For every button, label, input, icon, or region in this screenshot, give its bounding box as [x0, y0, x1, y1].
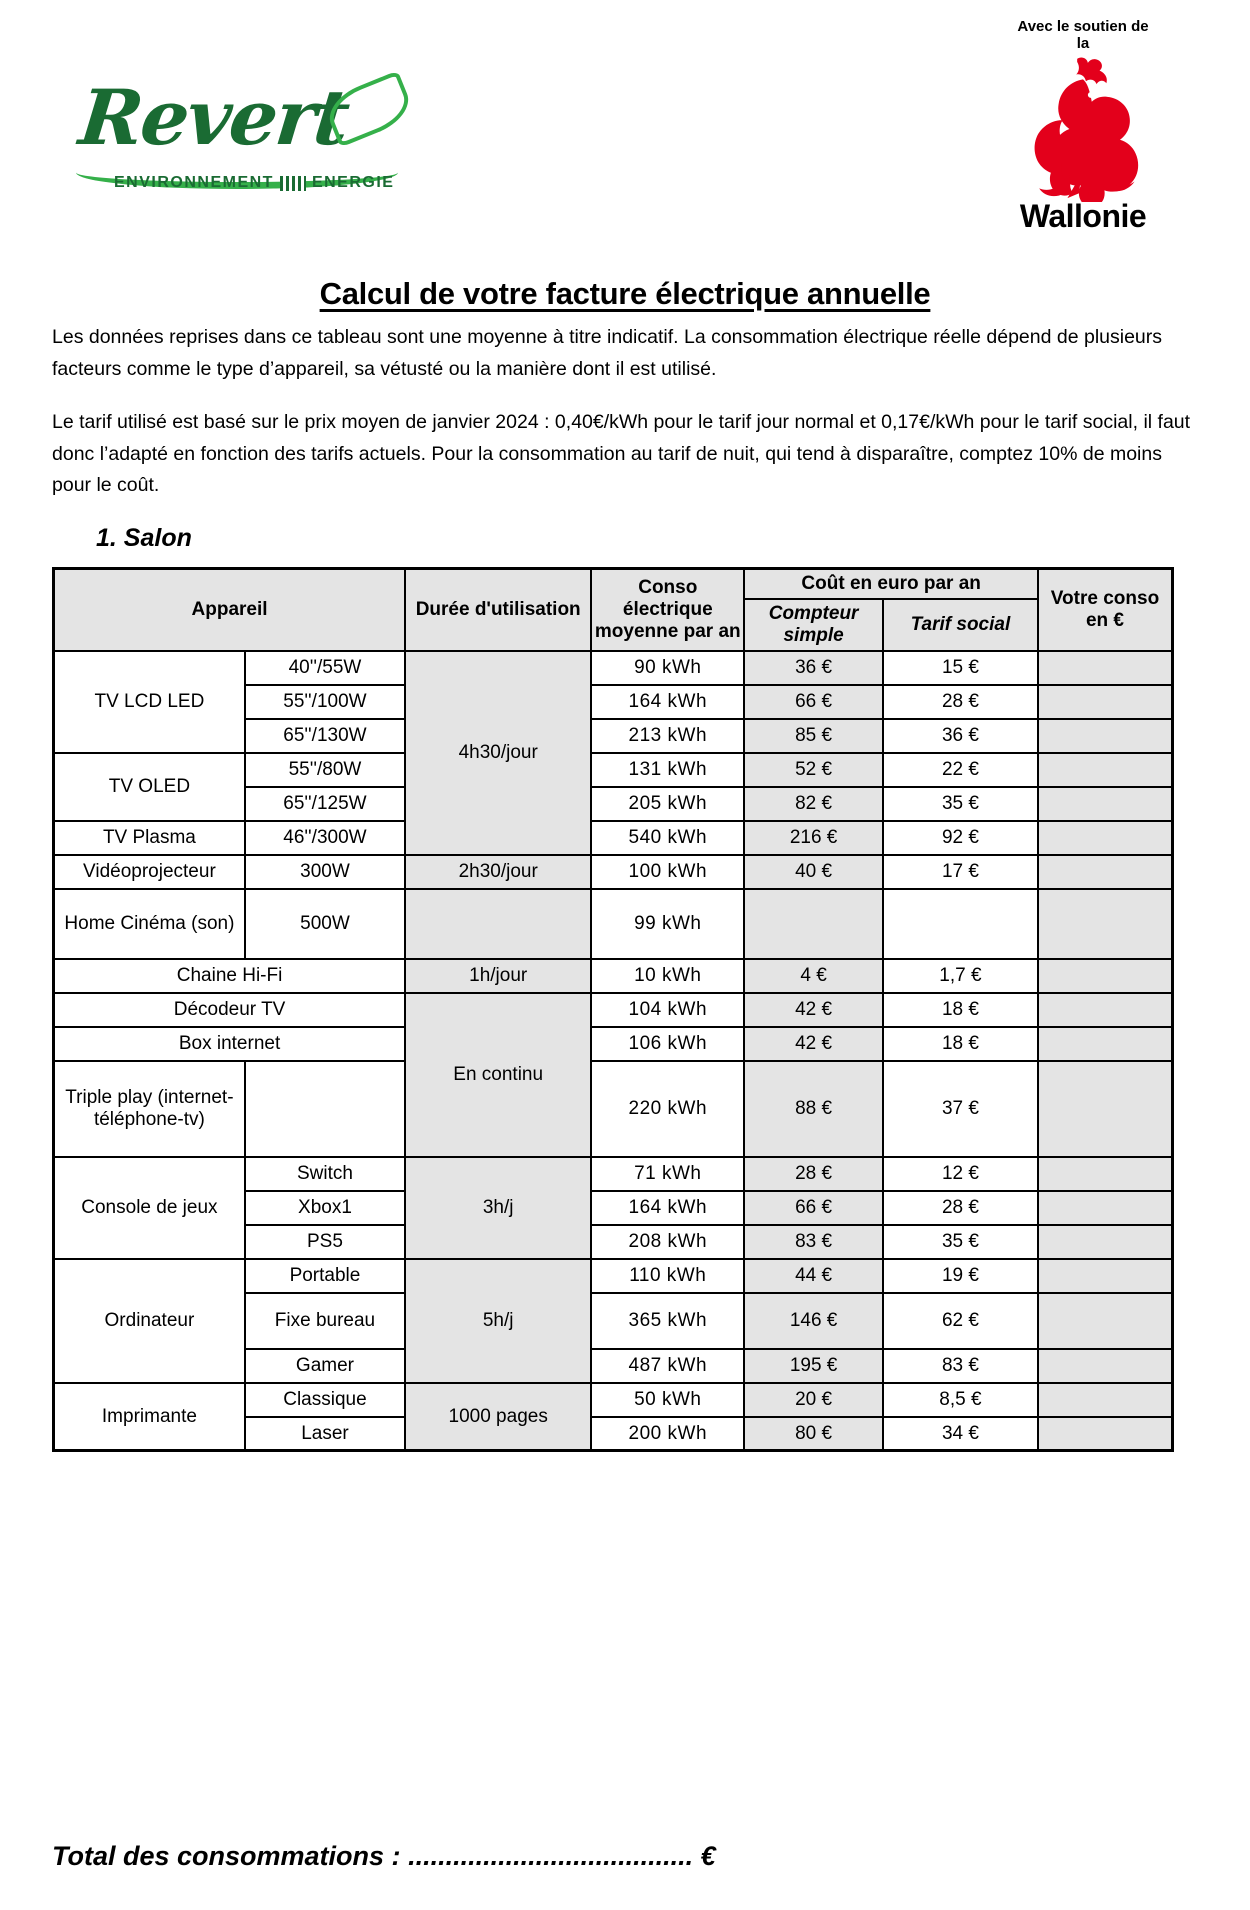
table-row — [54, 753, 1173, 787]
cell-variant: PS5 — [245, 1225, 405, 1259]
cell-appareil: Imprimante — [54, 1383, 245, 1451]
cell-duree — [405, 889, 591, 959]
support-line-2: la — [1076, 34, 1090, 52]
document-header — [52, 0, 1198, 270]
cell-conso: 208 kWh — [591, 1225, 744, 1259]
cell-variant: 55''/100W — [245, 685, 405, 719]
total-consumption-line — [52, 1841, 716, 1872]
cell-compteur-simple: 80 € — [744, 1417, 883, 1451]
cell-variant: 500W — [245, 889, 405, 959]
cell-variant: Fixe bureau — [245, 1293, 405, 1349]
cell-variant: Portable — [245, 1259, 405, 1293]
section-heading-salon: 1. Salon — [96, 523, 192, 552]
cell-variant: 55''/80W — [245, 753, 405, 787]
cell-compteur-simple: 195 € — [744, 1349, 883, 1383]
cell-compteur-simple: 42 € — [744, 993, 883, 1027]
cell-variant: 40''/55W — [245, 651, 405, 685]
wallonie-support-logo — [978, 18, 1188, 235]
cell-tarif-social: 15 € — [883, 651, 1038, 685]
table-row — [54, 855, 1173, 889]
cell-conso: 50 kWh — [591, 1383, 744, 1417]
cell-tarif-social: 35 € — [883, 1225, 1038, 1259]
cell-conso: 164 kWh — [591, 685, 744, 719]
cell-conso: 487 kWh — [591, 1349, 744, 1383]
table-body — [54, 651, 1173, 1451]
cell-votre-conso[interactable] — [1038, 1157, 1173, 1191]
cell-variant: 65''/130W — [245, 719, 405, 753]
header-duree: Durée d'utilisation — [405, 568, 591, 651]
cell-tarif-social: 28 € — [883, 685, 1038, 719]
revert-logo — [70, 73, 400, 198]
cell-tarif-social: 1,7 € — [883, 959, 1038, 993]
cell-appareil: Triple play (internet-téléphone-tv) — [54, 1061, 245, 1157]
bars-icon — [280, 176, 306, 191]
cell-variant: Switch — [245, 1157, 405, 1191]
cell-tarif-social: 36 € — [883, 719, 1038, 753]
cell-compteur-simple: 85 € — [744, 719, 883, 753]
cell-conso: 220 kWh — [591, 1061, 744, 1157]
cell-votre-conso[interactable] — [1038, 1417, 1173, 1451]
table-row — [54, 1027, 1173, 1061]
cell-votre-conso[interactable] — [1038, 1259, 1173, 1293]
cell-variant: 300W — [245, 855, 405, 889]
cell-compteur-simple: 82 € — [744, 787, 883, 821]
tagline-energie: ENERGIE — [311, 174, 395, 191]
header-conso: Conso électrique moyenne par an — [591, 568, 744, 651]
cell-votre-conso[interactable] — [1038, 1225, 1173, 1259]
cell-compteur-simple: 146 € — [744, 1293, 883, 1349]
header-votre-conso: Votre conso en € — [1038, 568, 1173, 651]
consumption-table — [52, 567, 1174, 1453]
cell-votre-conso[interactable] — [1038, 821, 1173, 855]
cell-conso: 540 kWh — [591, 821, 744, 855]
total-label: Total des consommations : — [52, 1841, 401, 1871]
cell-tarif-social: 62 € — [883, 1293, 1038, 1349]
table-header-row-1 — [54, 568, 1173, 599]
cell-conso: 104 kWh — [591, 993, 744, 1027]
wallonie-wordmark: Wallonie — [1019, 197, 1147, 234]
cell-conso: 110 kWh — [591, 1259, 744, 1293]
cell-variant: Laser — [245, 1417, 405, 1451]
cell-votre-conso[interactable] — [1038, 1191, 1173, 1225]
cell-variant: 65''/125W — [245, 787, 405, 821]
total-dots[interactable]: ...................................... — [408, 1841, 694, 1871]
cell-tarif-social: 28 € — [883, 1191, 1038, 1225]
cell-duree: En continu — [405, 993, 591, 1157]
cell-appareil: TV OLED — [54, 753, 245, 821]
table-row — [54, 1259, 1173, 1293]
cell-votre-conso[interactable] — [1038, 1349, 1173, 1383]
cell-conso: 365 kWh — [591, 1293, 744, 1349]
cell-conso: 164 kWh — [591, 1191, 744, 1225]
cell-compteur-simple: 66 € — [744, 685, 883, 719]
cell-votre-conso[interactable] — [1038, 719, 1173, 753]
cell-compteur-simple: 28 € — [744, 1157, 883, 1191]
cell-votre-conso[interactable] — [1038, 753, 1173, 787]
cell-compteur-simple: 36 € — [744, 651, 883, 685]
cell-tarif-social: 35 € — [883, 787, 1038, 821]
table-row — [54, 1157, 1173, 1191]
cell-appareil: Console de jeux — [54, 1157, 245, 1259]
cell-conso: 90 kWh — [591, 651, 744, 685]
cell-conso: 99 kWh — [591, 889, 744, 959]
cell-tarif-social: 12 € — [883, 1157, 1038, 1191]
cell-compteur-simple: 88 € — [744, 1061, 883, 1157]
cell-conso: 10 kWh — [591, 959, 744, 993]
cell-votre-conso[interactable] — [1038, 1293, 1173, 1349]
cell-tarif-social: 8,5 € — [883, 1383, 1038, 1417]
cell-conso: 131 kWh — [591, 753, 744, 787]
cell-votre-conso[interactable] — [1038, 959, 1173, 993]
cell-tarif-social: 19 € — [883, 1259, 1038, 1293]
cell-duree: 1h/jour — [405, 959, 591, 993]
cell-compteur-simple: 20 € — [744, 1383, 883, 1417]
cell-conso: 200 kWh — [591, 1417, 744, 1451]
cell-votre-conso[interactable] — [1038, 1383, 1173, 1417]
cell-appareil: TV LCD LED — [54, 651, 245, 753]
table-row — [54, 1061, 1173, 1157]
page-title: Calcul de votre facture électrique annuelle — [319, 276, 931, 311]
cell-appareil: Ordinateur — [54, 1259, 245, 1383]
cell-appareil: Vidéoprojecteur — [54, 855, 245, 889]
header-cout-group: Coût en euro par an — [744, 568, 1038, 599]
cell-votre-conso[interactable] — [1038, 787, 1173, 821]
header-compteur-simple: Compteur simple — [744, 599, 883, 651]
cell-tarif-social: 92 € — [883, 821, 1038, 855]
table-row — [54, 889, 1173, 959]
cell-tarif-social: 18 € — [883, 993, 1038, 1027]
cell-conso: 71 kWh — [591, 1157, 744, 1191]
cell-appareil: Home Cinéma (son) — [54, 889, 245, 959]
cell-compteur-simple: 44 € — [744, 1259, 883, 1293]
revert-logo-wordmark: Revert — [75, 73, 352, 162]
cell-duree: 1000 pages — [405, 1383, 591, 1451]
cell-conso: 106 kWh — [591, 1027, 744, 1061]
cell-duree: 5h/j — [405, 1259, 591, 1383]
cell-variant: Xbox1 — [245, 1191, 405, 1225]
intro-paragraph-1: Les données reprises dans ce tableau sont une moyenne à titre indicatif. La consommation électrique réelle dépend de plusieurs facteurs comme le type d’appareil, sa vétusté ou la manière dont il est utilisé. — [52, 326, 1163, 380]
table-row — [54, 993, 1173, 1027]
cell-variant: Classique — [245, 1383, 405, 1417]
cell-votre-conso[interactable] — [1038, 1027, 1173, 1061]
cell-compteur-simple — [744, 889, 883, 959]
cell-votre-conso[interactable] — [1038, 651, 1173, 685]
cell-tarif-social — [883, 889, 1038, 959]
cell-votre-conso[interactable] — [1038, 1061, 1173, 1157]
cell-votre-conso[interactable] — [1038, 685, 1173, 719]
cell-tarif-social: 18 € — [883, 1027, 1038, 1061]
table-row — [54, 651, 1173, 685]
cell-tarif-social: 17 € — [883, 855, 1038, 889]
cell-tarif-social: 83 € — [883, 1349, 1038, 1383]
cell-compteur-simple: 40 € — [744, 855, 883, 889]
cell-variant: 46''/300W — [245, 821, 405, 855]
cell-appareil: Box internet — [54, 1027, 406, 1061]
intro-paragraph-2: Le tarif utilisé est basé sur le prix moyen de janvier 2024 : 0,40€/kWh pour le tarif jour normal et 0,17€/kWh pour le tarif social, il faut donc l’adapté en fonction des tarifs actuels. Pour la consommation au tarif de nuit, qui tend à disparaître, comptez 10% de moins pour le coût. — [52, 411, 1191, 497]
cell-duree: 4h30/jour — [405, 651, 591, 855]
cell-conso: 205 kWh — [591, 787, 744, 821]
cell-compteur-simple: 42 € — [744, 1027, 883, 1061]
cell-appareil: TV Plasma — [54, 821, 245, 855]
cell-compteur-simple: 52 € — [744, 753, 883, 787]
cell-tarif-social: 22 € — [883, 753, 1038, 787]
cell-duree: 2h30/jour — [405, 855, 591, 889]
header-tarif-social: Tarif social — [883, 599, 1038, 651]
cell-duree: 3h/j — [405, 1157, 591, 1259]
revert-logo-tagline — [114, 174, 394, 192]
cell-compteur-simple: 83 € — [744, 1225, 883, 1259]
cell-tarif-social: 37 € — [883, 1061, 1038, 1157]
cell-votre-conso[interactable] — [1038, 993, 1173, 1027]
cell-compteur-simple: 4 € — [744, 959, 883, 993]
cell-votre-conso[interactable] — [1038, 855, 1173, 889]
table-row — [54, 959, 1173, 993]
cell-conso: 213 kWh — [591, 719, 744, 753]
table-row — [54, 1383, 1173, 1417]
cell-variant: Gamer — [245, 1349, 405, 1383]
table-row — [54, 821, 1173, 855]
cell-tarif-social: 34 € — [883, 1417, 1038, 1451]
cell-votre-conso[interactable] — [1038, 889, 1173, 959]
tagline-environnement: ENVIRONNEMENT — [114, 174, 274, 191]
total-currency: € — [700, 1841, 716, 1871]
cell-compteur-simple: 66 € — [744, 1191, 883, 1225]
support-line-1: Avec le soutien de — [1017, 18, 1149, 35]
rooster-icon — [1019, 56, 1147, 202]
cell-appareil: Chaine Hi-Fi — [54, 959, 406, 993]
cell-appareil: Décodeur TV — [54, 993, 406, 1027]
cell-conso: 100 kWh — [591, 855, 744, 889]
cell-variant — [245, 1061, 405, 1157]
header-appareil: Appareil — [54, 568, 406, 651]
cell-compteur-simple: 216 € — [744, 821, 883, 855]
